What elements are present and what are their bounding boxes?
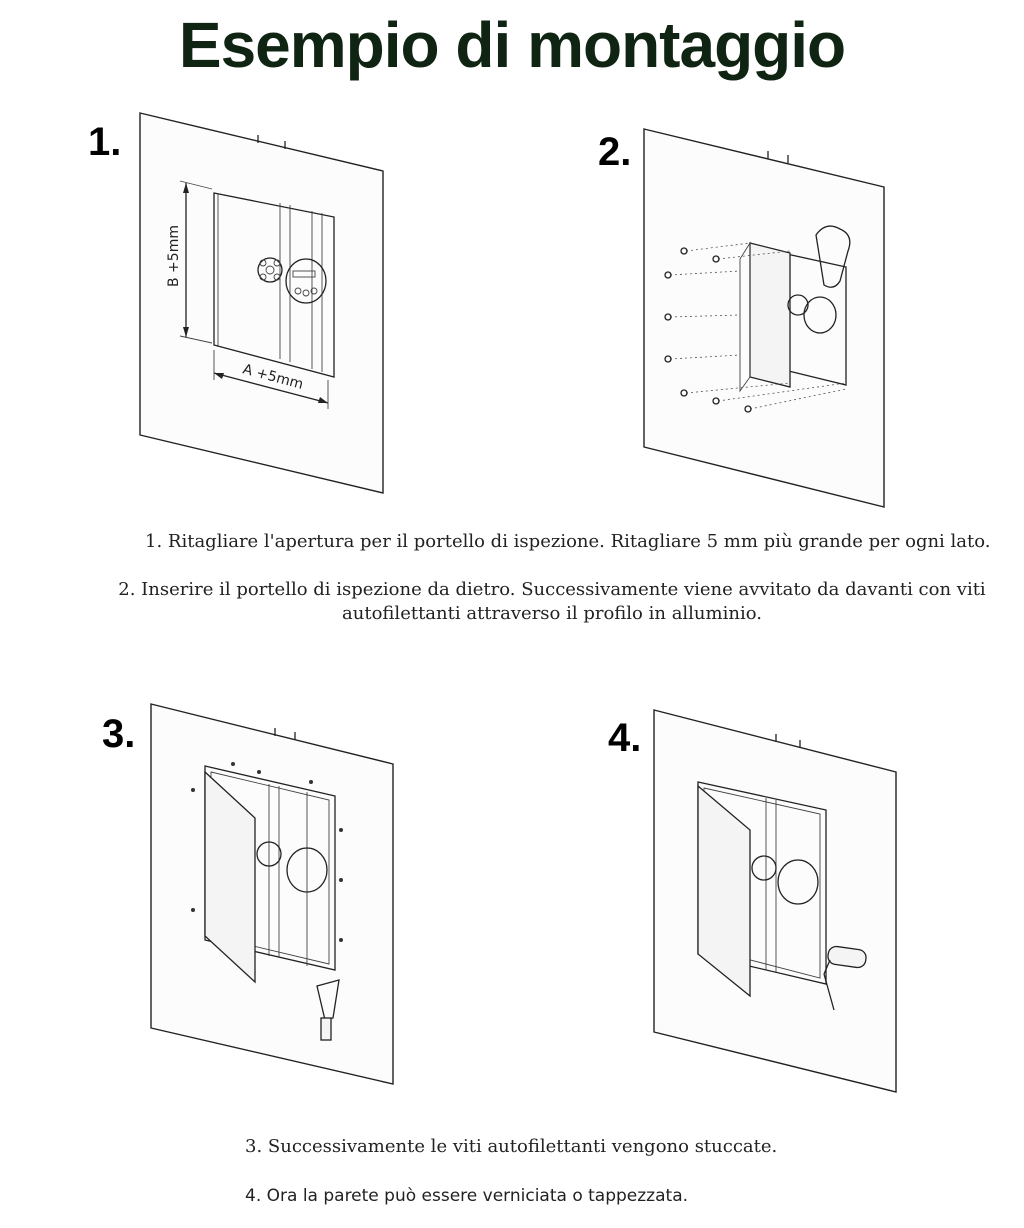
wall-panel bbox=[140, 113, 383, 493]
step-2-number: 2. bbox=[598, 130, 632, 174]
step-1-illustration bbox=[130, 105, 400, 505]
dimension-b-label: B +5mm bbox=[166, 225, 182, 287]
wall-panel bbox=[151, 704, 393, 1084]
step-3-number: 3. bbox=[102, 712, 136, 756]
page-title: Esempio di montaggio bbox=[178, 9, 846, 81]
instruction-step-1: 1. Ritagliare l'apertura per il portello di ispezione. Ritagliare 5 mm più grande per ogni lato. bbox=[145, 531, 991, 552]
step-4-illustration bbox=[650, 706, 900, 1096]
step-2-illustration bbox=[640, 125, 890, 515]
dimension-a-label: A +5mm bbox=[240, 361, 305, 393]
inspection-door bbox=[750, 243, 790, 387]
step-4-number: 4. bbox=[608, 716, 642, 760]
step-3-illustration bbox=[145, 700, 400, 1090]
instruction-step-2-line-1: 2. Inserire il portello di ispezione da dietro. Successivamente viene avvitato da davanti con viti bbox=[118, 579, 986, 600]
step-1-number: 1. bbox=[88, 120, 122, 164]
instruction-step-3: 3. Successivamente le viti autofilettanti vengono stuccate. bbox=[245, 1136, 778, 1157]
instruction-step-4: 4. Ora la parete può essere verniciata o tappezzata. bbox=[245, 1186, 689, 1206]
wall-panel bbox=[654, 710, 896, 1092]
instruction-step-2-line-2: autofilettanti attraverso il profilo in alluminio. bbox=[342, 603, 762, 624]
